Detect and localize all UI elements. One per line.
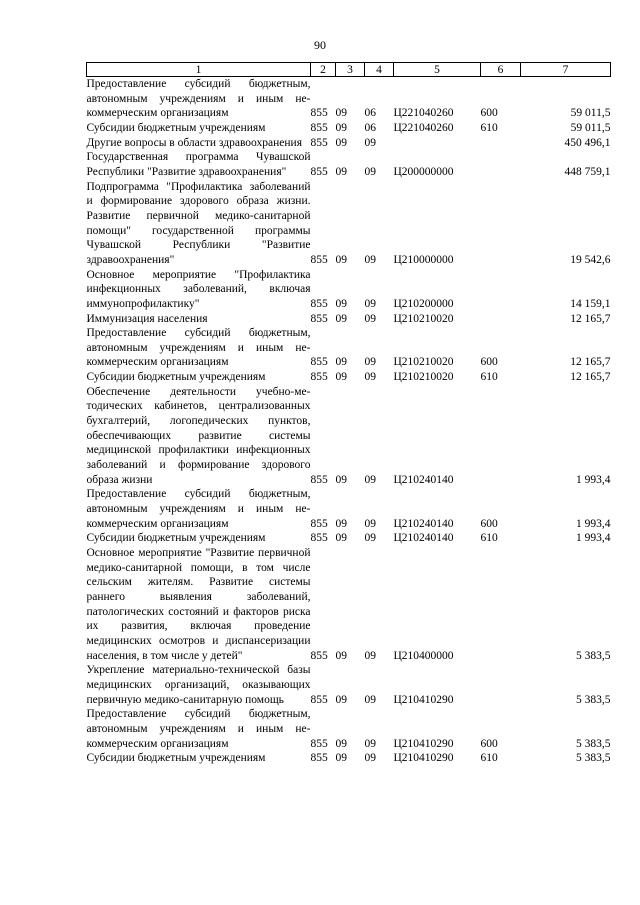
target-article-code: Ц210410290 xyxy=(393,737,454,750)
expense-type-code xyxy=(481,268,521,312)
admin-code: 855 xyxy=(310,356,328,369)
section-code: 09 xyxy=(335,297,347,310)
table-row xyxy=(87,180,611,268)
subsection-code: 09 xyxy=(364,693,376,706)
row-name: Предоставление субсидий бюджетным, автономным учреждениям и иным некоммерческим организациям xyxy=(86,78,311,120)
expense-type-code: 600 xyxy=(480,737,498,750)
expense-type-code: 600 xyxy=(480,356,498,369)
section-code: 09 xyxy=(335,473,347,486)
expense-type-code: 610 xyxy=(480,752,498,765)
row-name: Предоставление субсидий бюджетным, автономным учреждениям и иным некоммерческим организациям xyxy=(86,708,311,750)
target-article-code: Ц210210020 xyxy=(393,312,454,325)
section-code: 09 xyxy=(335,517,347,530)
subsection-code: 09 xyxy=(364,532,376,545)
amount: 450 496,1 xyxy=(564,136,611,149)
expense-type-code xyxy=(481,385,521,488)
target-article-code: Ц210410290 xyxy=(393,752,454,765)
subsection-code: 06 xyxy=(364,107,376,120)
target-article-code: Ц210200000 xyxy=(393,297,454,310)
amount: 5 383,5 xyxy=(576,649,611,662)
amount: 1 993,4 xyxy=(576,532,611,545)
section-code: 09 xyxy=(335,121,347,134)
amount: 12 165,7 xyxy=(570,356,611,369)
budget-table-body xyxy=(87,77,611,766)
section-code: 09 xyxy=(335,752,347,765)
subsection-code: 09 xyxy=(364,517,376,530)
expense-type-code xyxy=(481,180,521,268)
subsection-code: 09 xyxy=(364,312,376,325)
table-row xyxy=(87,268,611,312)
amount: 19 542,6 xyxy=(570,253,611,266)
row-name: Субсидии бюджетным учреждениям xyxy=(86,371,266,384)
column-number: 2 xyxy=(311,63,336,77)
target-article-code: Ц210000000 xyxy=(393,253,454,266)
column-number: 3 xyxy=(336,63,365,77)
section-code: 09 xyxy=(335,253,347,266)
expense-type-code xyxy=(481,663,521,707)
row-name: Укрепление материально-технической базы медицинских организаций, оказывающих первичную медико-санитарную помощь xyxy=(86,664,311,706)
target-article-code: Ц210240140 xyxy=(393,473,454,486)
subsection-code: 09 xyxy=(364,253,376,266)
subsection-code: 09 xyxy=(364,136,376,149)
admin-code: 855 xyxy=(310,297,328,310)
section-code: 09 xyxy=(335,312,347,325)
table-row xyxy=(87,312,611,327)
column-number: 1 xyxy=(87,63,311,77)
admin-code: 855 xyxy=(310,752,328,765)
subsection-code: 06 xyxy=(364,121,376,134)
row-name: Предоставление субсидий бюджетным, автономным учреждениям и иным некоммерческим организациям xyxy=(86,327,311,369)
admin-code: 855 xyxy=(310,517,328,530)
row-name: Другие вопросы в области здравоохранения xyxy=(86,136,302,149)
subsection-code: 09 xyxy=(364,752,376,765)
table-row xyxy=(87,150,611,179)
expense-type-code: 600 xyxy=(480,107,498,120)
target-article-code: Ц210410290 xyxy=(393,693,454,706)
table-row xyxy=(87,370,611,385)
expense-type-code: 600 xyxy=(480,517,498,530)
row-name: Основное мероприятие "Профилактика инфекционных заболеваний, включая иммунопрофилактику" xyxy=(86,268,311,310)
expense-type-code: 610 xyxy=(480,532,498,545)
target-article-code: Ц210240140 xyxy=(393,532,454,545)
admin-code: 855 xyxy=(310,473,328,486)
table-row xyxy=(87,546,611,663)
column-number: 6 xyxy=(481,63,521,77)
admin-code: 855 xyxy=(310,737,328,750)
column-number: 4 xyxy=(365,63,394,77)
row-name: Иммунизация населения xyxy=(86,312,208,325)
page-number: 90 xyxy=(314,38,326,52)
subsection-code: 09 xyxy=(364,473,376,486)
table-row xyxy=(87,663,611,707)
table-row xyxy=(87,121,611,136)
admin-code: 855 xyxy=(310,649,328,662)
admin-code: 855 xyxy=(310,371,328,384)
section-code: 09 xyxy=(335,693,347,706)
table-row xyxy=(87,326,611,370)
subsection-code: 09 xyxy=(364,165,376,178)
table-row xyxy=(87,136,611,151)
row-name: Подпрограмма "Профилактика заболеваний и формирование здорового образа жизни. Развитие первичной медико-санитарной помощи" государственной программы Чувашской Республики "Развитие здравоохранения" xyxy=(86,180,311,266)
amount: 5 383,5 xyxy=(576,752,611,765)
admin-code: 855 xyxy=(310,121,328,134)
amount: 5 383,5 xyxy=(576,693,611,706)
section-code: 09 xyxy=(335,107,347,120)
admin-code: 855 xyxy=(310,532,328,545)
target-article-code: Ц210400000 xyxy=(393,649,454,662)
section-code: 09 xyxy=(335,356,347,369)
expense-type-code xyxy=(481,546,521,663)
row-name: Предоставление субсидий бюджетным, автономным учреждениям и иным некоммерческим организациям xyxy=(86,488,311,530)
target-article-code: Ц210210020 xyxy=(393,356,454,369)
table-row xyxy=(87,531,611,546)
row-name: Субсидии бюджетным учреждениям xyxy=(86,752,266,765)
admin-code: 855 xyxy=(310,107,328,120)
row-name: Обеспечение деятельности учебно-методических кабинетов, централизованных бухгалтерий, логопедических пунктов, обеспечивающих развитие системы медицинской профилактики инфекционных заболеваний и формирование здорового образа жизни xyxy=(86,385,311,486)
admin-code: 855 xyxy=(310,165,328,178)
section-code: 09 xyxy=(335,165,347,178)
column-number: 5 xyxy=(394,63,481,77)
target-article-code: Ц200000000 xyxy=(393,165,454,178)
target-article-code: Ц221040260 xyxy=(393,107,454,120)
subsection-code: 09 xyxy=(364,649,376,662)
amount: 12 165,7 xyxy=(570,371,611,384)
section-code: 09 xyxy=(335,737,347,750)
subsection-code: 09 xyxy=(364,356,376,369)
expense-type-code xyxy=(481,150,521,179)
expense-type-code: 610 xyxy=(480,121,498,134)
subsection-code: 09 xyxy=(364,737,376,750)
table-row xyxy=(87,77,611,121)
target-article-code: Ц210210020 xyxy=(393,371,454,384)
admin-code: 855 xyxy=(310,312,328,325)
table-row xyxy=(87,487,611,531)
target-article-code: Ц221040260 xyxy=(393,121,454,134)
expense-type-code: 610 xyxy=(480,371,498,384)
amount: 5 383,5 xyxy=(576,737,611,750)
section-code: 09 xyxy=(335,371,347,384)
row-name: Основное мероприятие "Развитие первичной медико-санитарной помощи, в том числе сельским жителям. Развитие системы раннего выявления заболеваний, патологических состояний и факторов риска их развития, включая проведение медицинских осмотров и диспансеризации населения, в том числе у детей" xyxy=(86,547,311,662)
table-row xyxy=(87,751,611,766)
section-code: 09 xyxy=(335,649,347,662)
budget-table xyxy=(86,62,611,766)
table-row xyxy=(87,707,611,751)
admin-code: 855 xyxy=(310,136,328,149)
amount: 12 165,7 xyxy=(570,312,611,325)
subsection-code: 09 xyxy=(364,371,376,384)
target-article-code xyxy=(394,136,481,151)
amount: 59 011,5 xyxy=(570,121,611,134)
amount: 14 159,1 xyxy=(570,297,611,310)
expense-type-code xyxy=(481,312,521,327)
section-code: 09 xyxy=(335,136,347,149)
table-row xyxy=(87,385,611,488)
admin-code: 855 xyxy=(310,693,328,706)
admin-code: 855 xyxy=(310,253,328,266)
row-name: Субсидии бюджетным учреждениям xyxy=(86,121,266,134)
amount: 1 993,4 xyxy=(576,517,611,530)
section-code: 09 xyxy=(335,532,347,545)
target-article-code: Ц210240140 xyxy=(393,517,454,530)
amount: 59 011,5 xyxy=(570,107,611,120)
subsection-code: 09 xyxy=(364,297,376,310)
amount: 448 759,1 xyxy=(564,165,611,178)
column-number-row xyxy=(87,63,611,77)
column-number: 7 xyxy=(521,63,611,77)
row-name: Субсидии бюджетным учреждениям xyxy=(86,532,266,545)
expense-type-code xyxy=(481,136,521,151)
row-name: Государственная программа Чувашской Республики "Развитие здравоохранения" xyxy=(86,151,311,178)
amount: 1 993,4 xyxy=(576,473,611,486)
